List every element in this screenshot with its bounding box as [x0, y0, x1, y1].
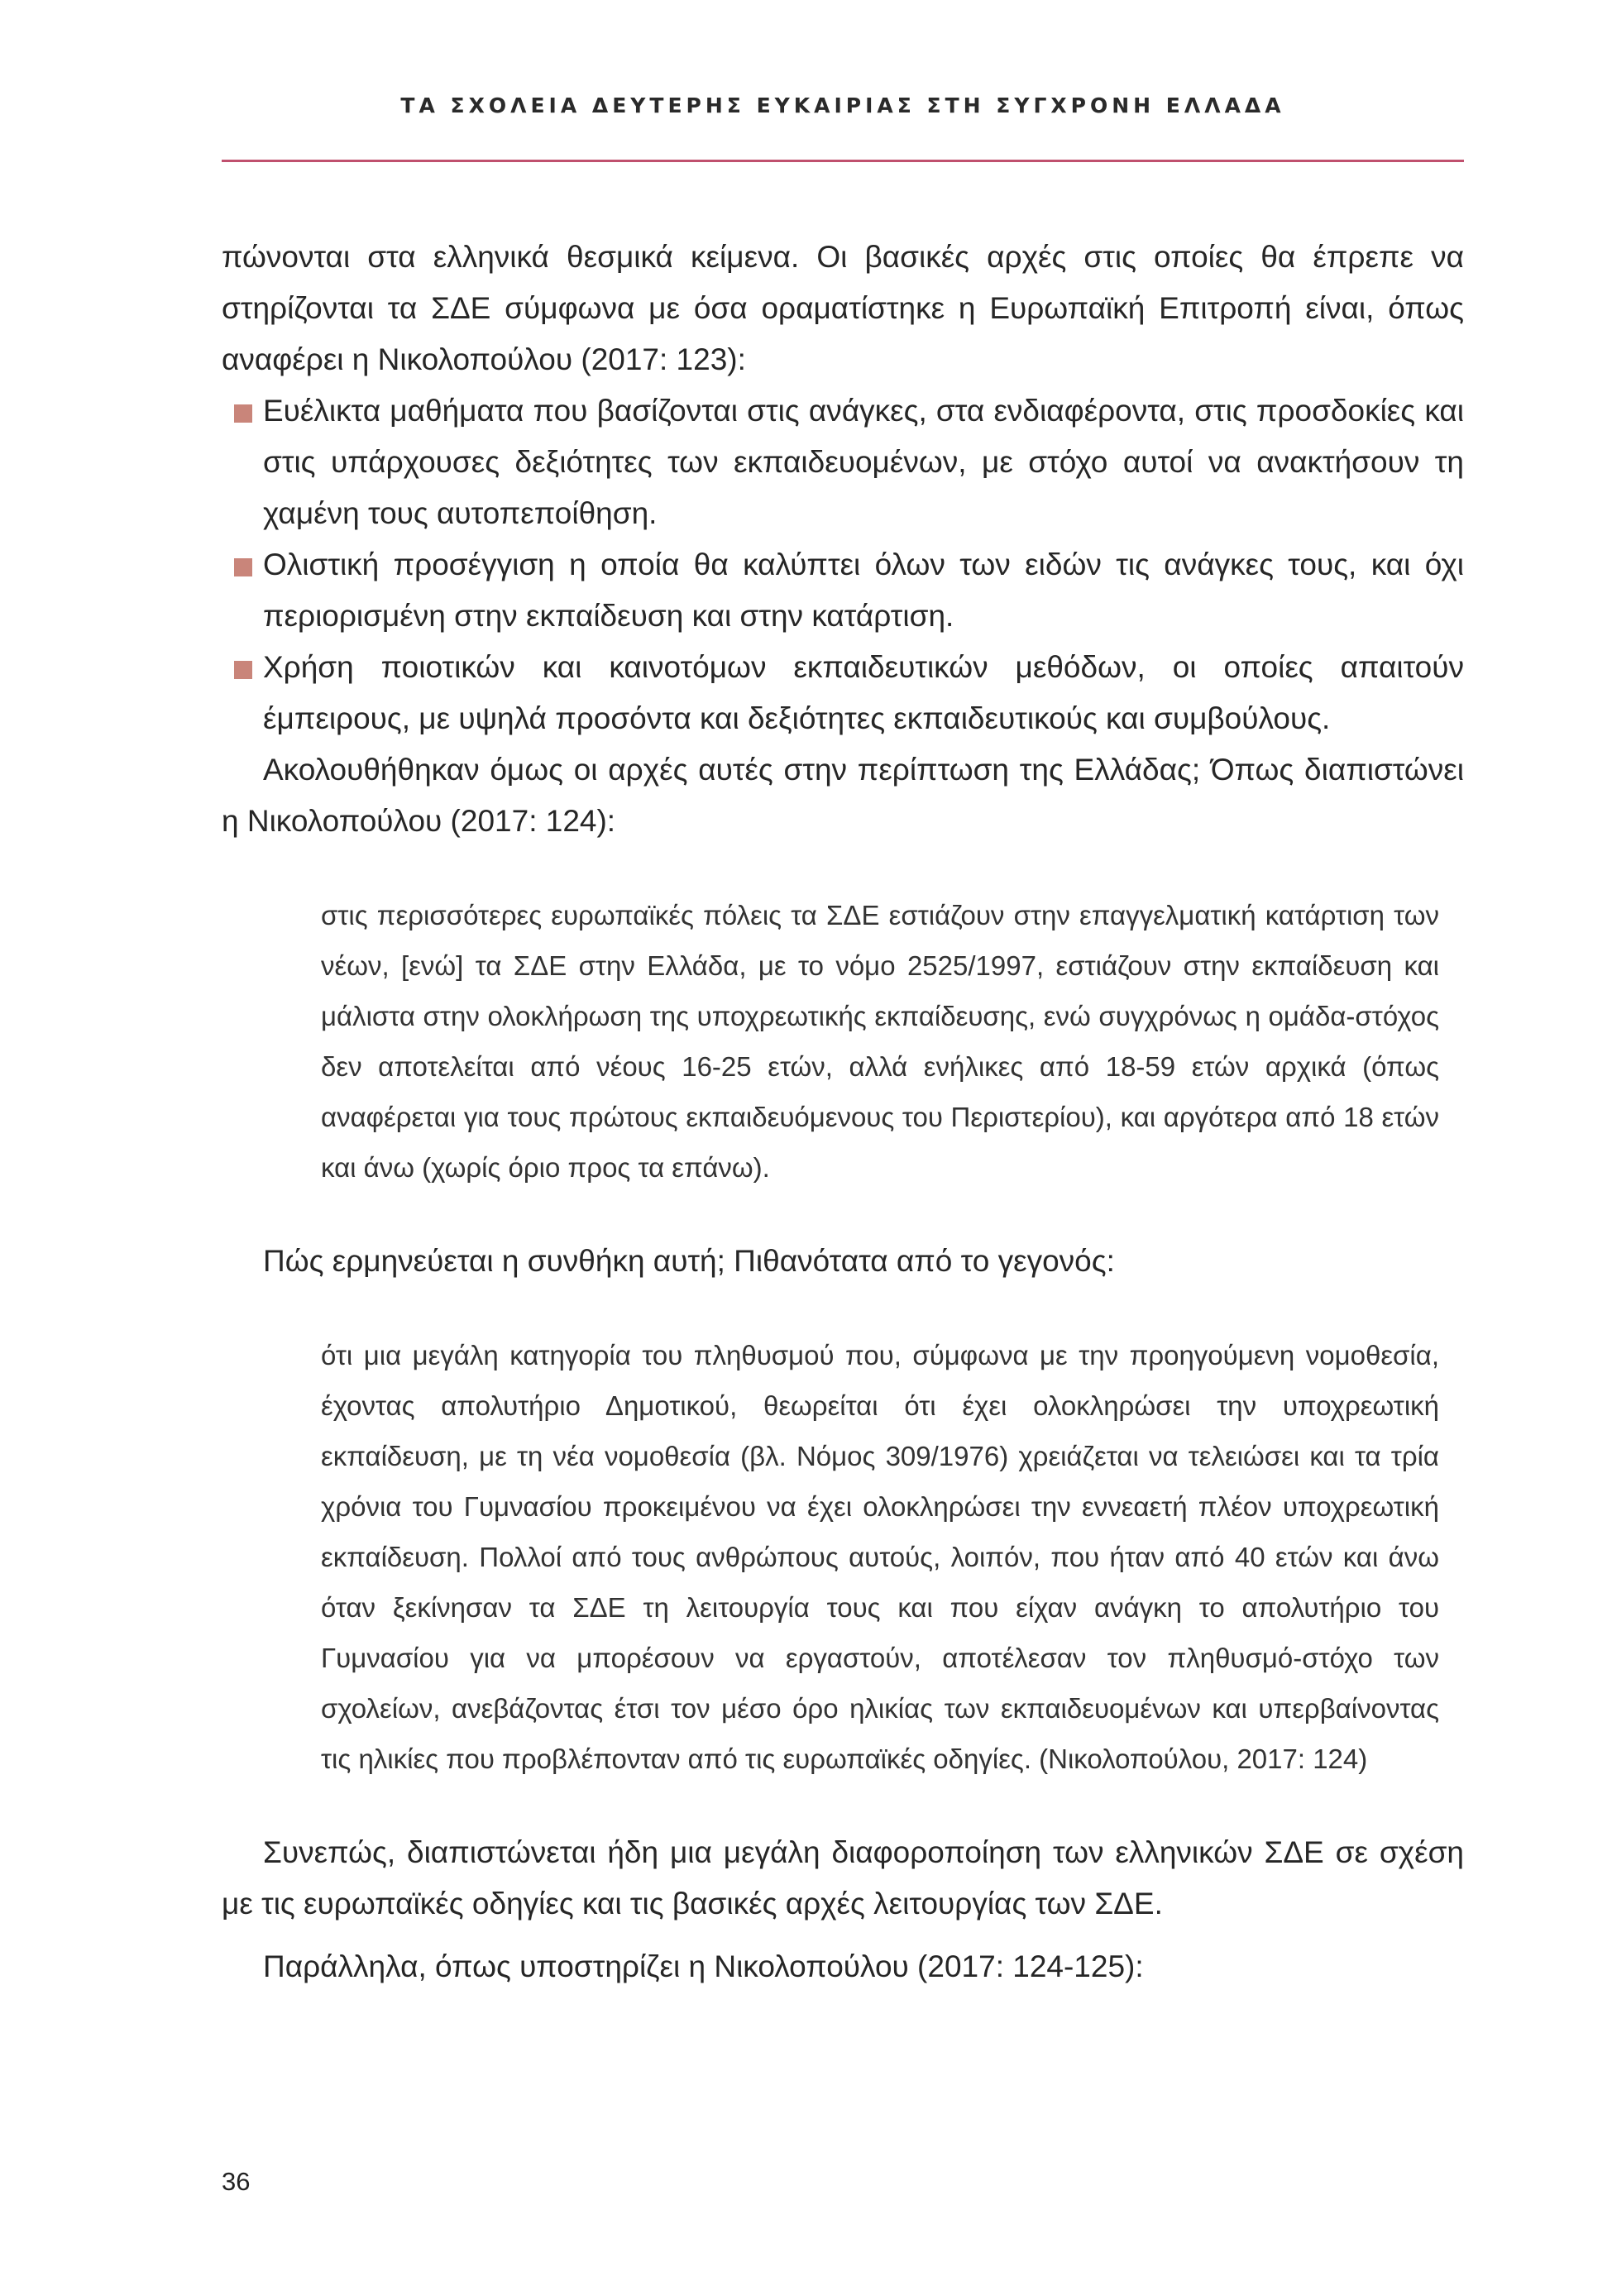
list-item-text: Χρήση ποιοτικών και καινοτόμων εκπαιδευτικών μεθόδων, οι οποίες απαιτούν έμπειρους, με υψηλά προσόντα και δεξιότητες εκπαιδευτικούς και συμβούλους. [263, 650, 1464, 735]
square-bullet-icon [234, 558, 252, 576]
block-quote-1: στις περισσότερες ευρωπαϊκές πόλεις τα ΣΔΕ εστιάζουν στην επαγγελματική κατάρτιση των νέων, [ενώ] τα ΣΔΕ στην Ελλάδα, με το νόμο 2525/1997, εστιάζουν στην εκπαίδευση και μάλιστα στην ολοκλήρωση της υποχρεωτικής εκπαίδευσης, ενώ συγχρόνως η ομάδα-στόχος δεν αποτελείται από νέους 16-25 ετών, αλλά ενήλικες από 18-59 ετών αρχικά (όπως αναφέρεται για τους πρώτους εκπαιδευόμενους του Περιστερίου), και αργότερα από 18 ετών και άνω (χωρίς όριο προς τα επάνω). [321, 900, 1439, 1183]
interpretation-paragraph: Πώς ερμηνεύεται η συνθήκη αυτή; Πιθανότατα από το γεγονός: [263, 1244, 1115, 1278]
square-bullet-icon [234, 404, 252, 423]
block-quote-2: ότι μια μεγάλη κατηγορία του πληθυσμού που, σύμφωνα με την προηγούμενη νομοθεσία, έχοντας απολυτήριο Δημοτικού, θεωρείται ότι έχει ολοκληρώσει την υποχρεωτική εκπαίδευση, με τη νέα νομοθεσία (βλ. Νόμος 309/1976) χρειάζεται να τελειώσει και τα τρία χρόνια του Γυμνασίου προκειμένου να έχει ολοκληρώσει την εννεαετή πλέον υποχρεωτική εκπαίδευση. Πολλοί από τους ανθρώπους αυτούς, λοιπόν, που ήταν από 40 ετών και άνω όταν ξεκίνησαν τα ΣΔΕ τη λειτουργία τους και που είχαν ανάγκη το απολυτήριο του Γυμνασίου για να μπορέσουν να εργαστούν, αποτέλεσαν τον πληθυσμό-στόχο των σχολείων, ανεβάζοντας έτσι τον μέσο όρο ηλικίας των εκπαιδευομένων και υπερβαίνοντας τις ηλικίες που προβλέπονταν από τις ευρωπαϊκές οδηγίες. (Νικολοπούλου, 2017: 124) [321, 1340, 1439, 1774]
final-paragraph: Παράλληλα, όπως υποστηρίζει η Νικολοπούλου (2017: 124-125): [263, 1949, 1144, 1983]
list-item-text: Ευέλικτα μαθήματα που βασίζονται στις ανάγκες, στα ενδιαφέροντα, στις προσδοκίες και στις υπάρχουσες δεξιότητες των εκπαιδευομένων, με στόχο αυτοί να ανακτήσουν τη χαμένη τους αυτοπεποίθηση. [263, 394, 1464, 530]
header-rule [222, 160, 1464, 162]
intro-paragraph: πώνονται στα ελληνικά θεσμικά κείμενα. Οι βασικές αρχές στις οποίες θα έπρεπε να στηρίζονται τα ΣΔΕ σύμφωνα με όσα οραματίστηκε η Ευρωπαϊκή Επιτροπή είναι, όπως αναφέρει η Νικολοπούλου (2017: 123): [222, 240, 1464, 376]
square-bullet-icon [234, 661, 252, 679]
page-number: 36 [222, 2167, 251, 2196]
list-item [222, 539, 1464, 642]
principles-list [222, 385, 1464, 744]
main-text [222, 232, 1464, 1992]
list-item-text: Ολιστική προσέγγιση η οποία θα καλύπτει όλων των ειδών τις ανάγκες τους, και όχι περιορισμένη στην εκπαίδευση και στην κατάρτιση. [263, 548, 1464, 633]
conclusion-paragraph: Συνεπώς, διαπιστώνεται ήδη μια μεγάλη διαφοροποίηση των ελληνικών ΣΔΕ σε σχέση με τις ευρωπαϊκές οδηγίες και τις βασικές αρχές λειτουργίας των ΣΔΕ. [222, 1835, 1464, 1921]
list-item [222, 385, 1464, 539]
running-header: ΤΑ ΣΧΟΛΕΙΑ ΔΕΥΤΕΡΗΣ ΕΥΚΑΙΡΙΑΣ ΣΤΗ ΣΥΓΧΡΟΝΗ ΕΛΛΑΔΑ [400, 93, 1285, 117]
list-item [222, 642, 1464, 744]
question-paragraph: Ακολουθήθηκαν όμως οι αρχές αυτές στην περίπτωση της Ελλάδας; Όπως διαπιστώνει η Νικολοπούλου (2017: 124): [222, 753, 1464, 838]
